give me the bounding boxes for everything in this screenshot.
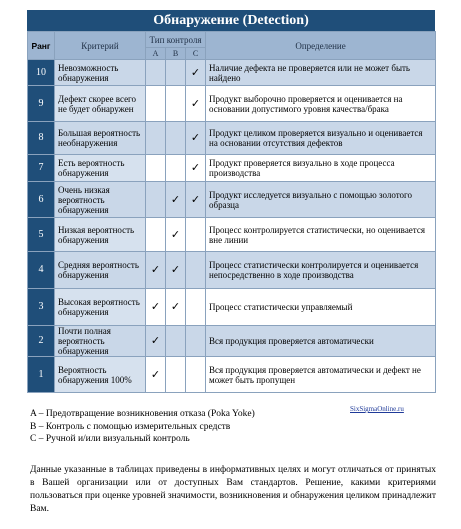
- check-b-cell: [166, 326, 186, 357]
- header-control-type: Тип контроля: [146, 32, 206, 48]
- criterion-cell: Почти полная вероятность обнаружения: [55, 326, 146, 357]
- legend-item-b: B – Контроль с помощью измерительных средств: [30, 421, 231, 432]
- check-c-cell: [186, 218, 206, 252]
- rank-cell: 2: [28, 326, 55, 357]
- check-c-cell: [186, 357, 206, 393]
- definition-cell: Вся продукция проверяется автоматически: [206, 326, 436, 357]
- definition-cell: Продукт исследуется визуально с помощью золотого образца: [206, 182, 436, 218]
- check-b-cell: [166, 357, 186, 393]
- disclaimer-note: Данные указанные в таблицах приведены в информативных целях и могут отличаться от принятых в Вашей организации или от доступных Вам стандартов. Решение, какими критериями пользоваться при оценке уровней значимости, возникновения и обнаружения целиком принадлежит Вам.: [30, 465, 436, 514]
- check-b-cell: [166, 60, 186, 86]
- rank-cell: 1: [28, 357, 55, 393]
- definition-cell: Продукт целиком проверяется визуально и оценивается на основании отсутствия дефектов: [206, 122, 436, 155]
- check-b-cell: [166, 155, 186, 182]
- check-c-cell: ✓: [186, 155, 206, 182]
- rank-cell: 9: [28, 86, 55, 122]
- source-link[interactable]: SixSigmaOnline.ru: [350, 405, 404, 413]
- criterion-cell: Большая вероятность необнаружения: [55, 122, 146, 155]
- criterion-cell: Невозможность обнаружения: [55, 60, 146, 86]
- criterion-cell: Высокая вероятность обнаружения: [55, 289, 146, 326]
- check-a-cell: [146, 155, 166, 182]
- criterion-cell: Средняя вероятность обнаружения: [55, 252, 146, 289]
- table-row: [28, 326, 436, 357]
- table-row: [28, 60, 436, 86]
- check-a-cell: [146, 182, 166, 218]
- criterion-cell: Очень низкая вероятность обнаружения: [55, 182, 146, 218]
- header-col-b: B: [166, 48, 186, 60]
- check-c-cell: [186, 289, 206, 326]
- criterion-cell: Есть вероятность обнаружения: [55, 155, 146, 182]
- check-a-cell: [146, 86, 166, 122]
- check-c-cell: ✓: [186, 60, 206, 86]
- rank-cell: 8: [28, 122, 55, 155]
- rank-cell: 6: [28, 182, 55, 218]
- rank-cell: 7: [28, 155, 55, 182]
- header-criterion: Критерий: [55, 32, 146, 60]
- table-row: [28, 252, 436, 289]
- check-a-cell: ✓: [146, 357, 166, 393]
- check-c-cell: [186, 326, 206, 357]
- detection-table: [27, 31, 436, 393]
- header-definition: Определение: [206, 32, 436, 60]
- check-a-cell: [146, 60, 166, 86]
- check-b-cell: ✓: [166, 289, 186, 326]
- check-b-cell: [166, 122, 186, 155]
- detection-table-block: [27, 10, 435, 393]
- check-b-cell: ✓: [166, 218, 186, 252]
- definition-cell: Процесс контролируется статистически, но оценивается вне линии: [206, 218, 436, 252]
- definition-cell: Процесс статистически контролируется и оценивается непосредственно в ходе производства: [206, 252, 436, 289]
- table-row: [28, 357, 436, 393]
- check-a-cell: ✓: [146, 252, 166, 289]
- table-row: [28, 155, 436, 182]
- check-c-cell: ✓: [186, 86, 206, 122]
- table-row: [28, 86, 436, 122]
- check-c-cell: ✓: [186, 182, 206, 218]
- table-title: Обнаружение (Detection): [27, 10, 435, 31]
- rank-cell: 3: [28, 289, 55, 326]
- legend-item-a: A – Предотвращение возникновения отказа (Poka Yoke): [30, 409, 255, 419]
- header-col-a: A: [146, 48, 166, 60]
- criterion-cell: Дефект скорее всего не будет обнаружен: [55, 86, 146, 122]
- check-a-cell: [146, 122, 166, 155]
- check-a-cell: [146, 218, 166, 252]
- check-b-cell: ✓: [166, 252, 186, 289]
- table-row: [28, 218, 436, 252]
- legend: [30, 408, 255, 446]
- table-row: [28, 289, 436, 326]
- check-c-cell: [186, 252, 206, 289]
- rank-cell: 5: [28, 218, 55, 252]
- rank-cell: 4: [28, 252, 55, 289]
- table-row: [28, 182, 436, 218]
- check-b-cell: [166, 86, 186, 122]
- check-a-cell: ✓: [146, 289, 166, 326]
- check-c-cell: ✓: [186, 122, 206, 155]
- legend-item-c: C – Ручной и/или визуальный контроль: [30, 434, 190, 444]
- header-col-c: C: [186, 48, 206, 60]
- definition-cell: Вся продукция проверяется автоматически и дефект не может быть пропущен: [206, 357, 436, 393]
- rank-cell: 10: [28, 60, 55, 86]
- criterion-cell: Низкая вероятность обнаружения: [55, 218, 146, 252]
- check-b-cell: ✓: [166, 182, 186, 218]
- definition-cell: Продукт выборочно проверяется и оценивается на основании допустимого уровня качества/брака: [206, 86, 436, 122]
- definition-cell: Процесс статистически управляемый: [206, 289, 436, 326]
- definition-cell: Продукт проверяется визуально в ходе процесса производства: [206, 155, 436, 182]
- check-a-cell: ✓: [146, 326, 166, 357]
- definition-cell: Наличие дефекта не проверяется или не может быть найдено: [206, 60, 436, 86]
- table-row: [28, 122, 436, 155]
- criterion-cell: Вероятность обнаружения 100%: [55, 357, 146, 393]
- header-rank: Ранг: [28, 32, 55, 60]
